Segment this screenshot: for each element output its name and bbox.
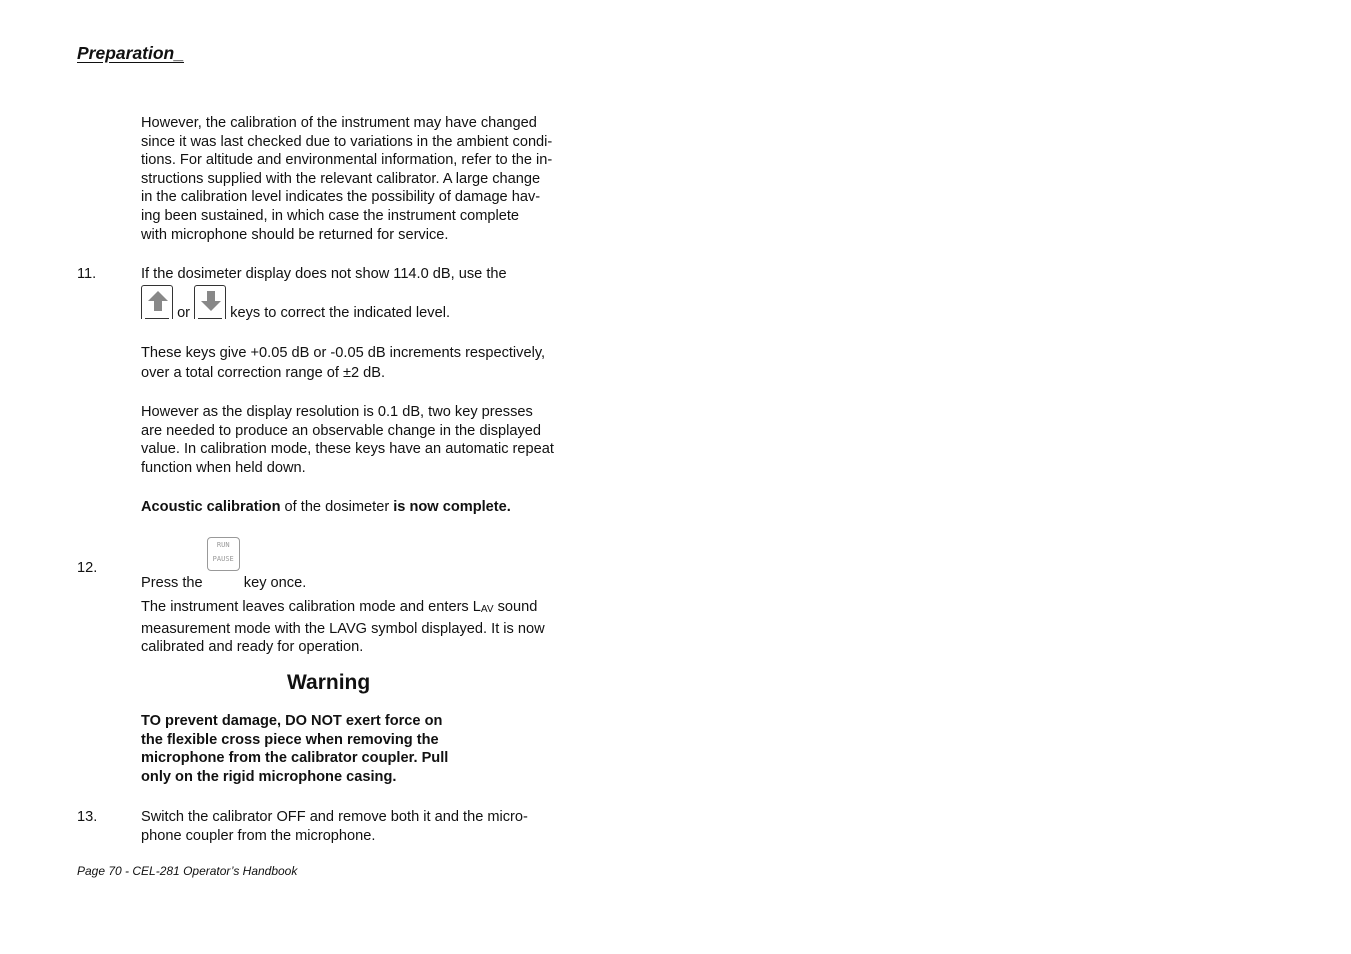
av-subscript: AV	[480, 604, 494, 615]
step11-paragraph3	[141, 403, 601, 477]
text-fragment: sound	[493, 599, 538, 615]
text-line: are needed to produce an observable change in the displayed	[141, 422, 542, 439]
step11-paragraph2	[141, 344, 601, 382]
calibration-complete-line	[141, 498, 601, 517]
text-line: only on the rigid microphone casing.	[141, 768, 397, 785]
intro-paragraph	[141, 114, 601, 244]
text-line: phone coupler from the microphone.	[141, 827, 376, 844]
text-line: However, the calibration of the instrument may have changed	[141, 115, 537, 131]
press-the-text: Press the	[141, 575, 203, 592]
text-line: in the calibration level indicates the possibility of damage hav-	[141, 189, 541, 206]
up-arrow-key-icon	[141, 285, 173, 319]
text-line: tions. For altitude and environmental information, refer to the in-	[141, 152, 553, 169]
complete-mid: of the dosimeter	[280, 499, 394, 515]
step12-paragraph	[141, 598, 601, 657]
step13-paragraph	[141, 808, 601, 845]
run-pause-key-icon	[207, 537, 240, 571]
text-line: TO prevent damage, DO NOT exert force on	[141, 713, 443, 729]
text-line: calibrated and ready for operation.	[141, 639, 364, 656]
step-number-11: 11.	[77, 266, 97, 282]
step12-line	[141, 537, 601, 592]
complete-bold-2: is now complete.	[393, 499, 511, 515]
step-number-12: 12.	[77, 560, 98, 576]
text-line: These keys give +0.05 dB or -0.05 dB increments respectively,	[141, 345, 546, 361]
pause-label: PAUSE	[212, 555, 234, 563]
warning-title: Warning	[287, 671, 371, 694]
page-header: Preparation_	[77, 43, 184, 63]
step-number-13: 13.	[77, 809, 98, 825]
text-line: over a total correction range of ±2 dB.	[141, 364, 386, 381]
run-label: RUN	[216, 541, 230, 549]
down-arrow-key-icon	[194, 285, 226, 319]
step11-line1: If the dosimeter display does not show 114.0 dB, use the	[141, 266, 507, 282]
key-once-text: key once.	[243, 575, 307, 592]
or-text: or	[177, 305, 191, 322]
text-line: function when held down.	[141, 459, 306, 476]
text-fragment: The instrument leaves calibration mode and enters L	[141, 599, 481, 615]
text-line: structions supplied with the relevant calibrator. A large change	[141, 170, 541, 187]
text-line: However as the display resolution is 0.1 dB, two key presses	[141, 404, 533, 420]
complete-bold-1: Acoustic calibration	[141, 499, 281, 515]
text-line: Switch the calibrator OFF and remove both it and the micro-	[141, 809, 528, 825]
text-line: the flexible cross piece when removing the	[141, 731, 439, 748]
text-line	[141, 598, 601, 620]
text-line: measurement mode with the LAVG symbol displayed. It is now	[141, 620, 545, 637]
text-line: microphone from the calibrator coupler. Pull	[141, 750, 449, 767]
warning-text	[141, 712, 541, 786]
text-line: value. In calibration mode, these keys have an automatic repeat	[141, 441, 554, 458]
step11-line2-end: keys to correct the indicated level.	[230, 305, 450, 322]
text-line: ing been sustained, in which case the instrument complete	[141, 207, 520, 224]
page-footer: Page 70 - CEL-281 Operator’s Handbook	[77, 864, 298, 878]
text-line: since it was last checked due to variations in the ambient condi-	[141, 133, 553, 150]
text-line: with microphone should be returned for service.	[141, 226, 449, 243]
step11-keys-line	[141, 285, 601, 325]
